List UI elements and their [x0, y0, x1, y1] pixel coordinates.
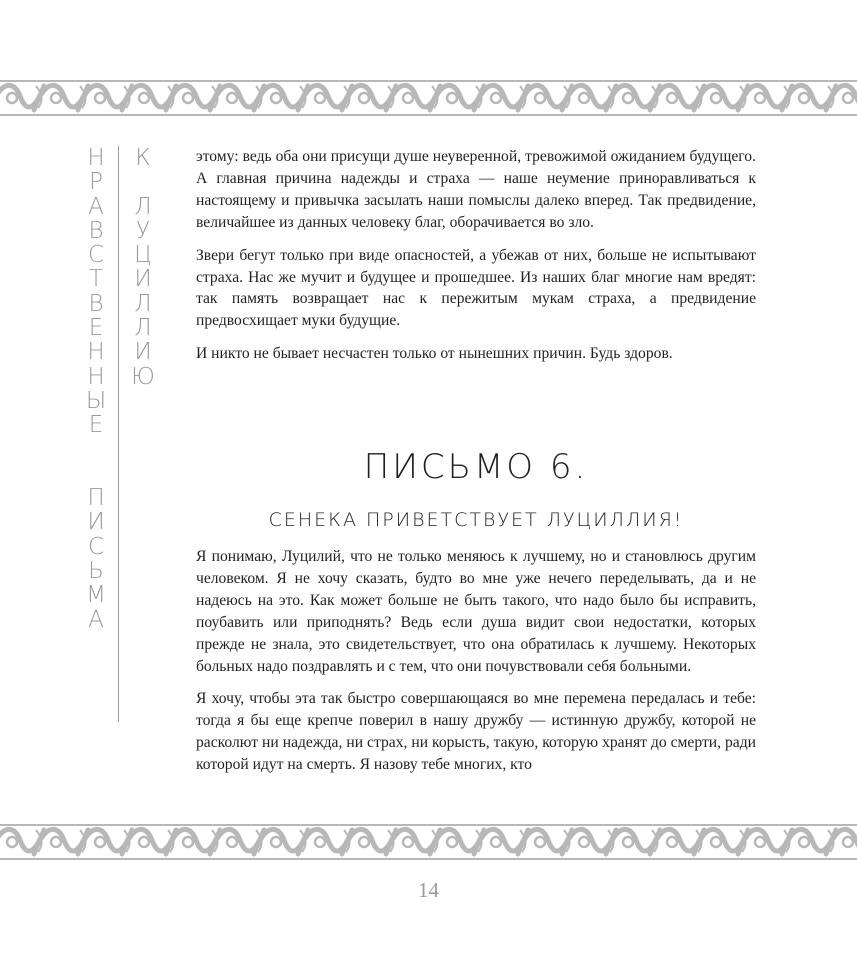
side-title-divider [118, 146, 119, 722]
ornament-curl [667, 93, 677, 103]
side-title-letter: Т [88, 266, 104, 293]
side-title-letter: П [87, 485, 105, 512]
ornament-curl [403, 93, 413, 103]
ornament-curl [799, 837, 809, 847]
ornament-curl [7, 837, 17, 847]
ornament-curl [799, 93, 809, 103]
ornament-curl [7, 93, 17, 103]
ornament-curl [447, 837, 457, 847]
ornament-curl [535, 93, 545, 103]
side-title-letter: Р [89, 169, 103, 196]
letter-title: ПИСЬМО 6. [363, 447, 589, 487]
decorative-border-bottom [0, 822, 857, 862]
side-title-letter: Е [88, 315, 104, 342]
side-title-letter: Ц [134, 242, 152, 269]
ornament-curl [711, 837, 721, 847]
side-title-letter: В [88, 290, 104, 317]
side-title-letter: М [86, 582, 106, 609]
ornament-curl [623, 93, 633, 103]
ornament-curl [403, 837, 413, 847]
side-title-letter: Ы [85, 387, 107, 414]
ornament-curl [843, 837, 853, 847]
side-title-column-2 [131, 146, 155, 389]
ornament-curl [95, 837, 105, 847]
ornament-curl [51, 93, 61, 103]
ornament-curl [623, 837, 633, 847]
ornament-curl [491, 837, 501, 847]
ornament-curl [227, 837, 237, 847]
ornament-curl [95, 93, 105, 103]
ornament-curl [755, 93, 765, 103]
ornament-curl [579, 93, 589, 103]
side-title-letter: Н [87, 339, 105, 366]
side-title-letter: У [135, 217, 150, 244]
side-title-letter: В [88, 217, 104, 244]
ornament-curl [843, 93, 853, 103]
ornament-curl [447, 93, 457, 103]
side-title-letter: И [87, 509, 105, 536]
side-title-letter: А [88, 606, 104, 633]
side-title-letter: Ь [88, 558, 104, 585]
side-title-letter: И [134, 266, 152, 293]
side-title-column-1 [84, 146, 108, 632]
side-title-letter: С [87, 242, 105, 269]
side-title-letter: А [88, 193, 104, 220]
paragraph: Звери бегут только при виде опасностей, а убежав от них, больше не испытывают страха. Нас же мучит и будущее и прошедшее. Из наших благ многие нам вредят: так память возвращает нас к пережитым мукам страха, а предвидение предвосхищает муки будущие. [196, 246, 756, 330]
side-title-letter: С [87, 533, 105, 560]
ornament-curl [139, 93, 149, 103]
side-title-letter: Л [134, 290, 152, 317]
ornament-curl [271, 93, 281, 103]
ornament-curl [711, 93, 721, 103]
page-number: 14 [418, 878, 439, 902]
ornament-curl [271, 837, 281, 847]
ornament-curl [491, 93, 501, 103]
ornament-curl [359, 837, 369, 847]
ornament-curl [51, 837, 61, 847]
side-title-letter: К [135, 145, 151, 171]
side-title-letter: Л [134, 315, 152, 342]
ornament-curl [667, 837, 677, 847]
ornament-curl [315, 93, 325, 103]
side-title-letter: Н [87, 363, 105, 390]
ornament-curl [315, 837, 325, 847]
text-block-letter-6 [196, 546, 756, 787]
side-title-letter: Л [134, 193, 152, 220]
ornament-curl [755, 837, 765, 847]
text-block-previous-letter [196, 146, 756, 376]
ornament-curl [359, 93, 369, 103]
ornament-curl [183, 93, 193, 103]
ornament-curl [227, 93, 237, 103]
paragraph: этому: ведь оба они присущи душе неуверенной, тревожимой ожиданием будущего. А главная причина надежды и страха — наше неумение приноравливаться к настоящему и привычка засылать наши помыслы далеко вперед. Так предвидение, величайшее из данных человеку благ, оборачивается во зло. [196, 148, 756, 231]
paragraph: И никто не бывает несчастен только от нынешних причин. Будь здоров. [196, 345, 673, 363]
side-title-letter: Е [88, 412, 104, 439]
ornament-curl [183, 837, 193, 847]
paragraph: Я хочу, чтобы эта так быстро совершающаяся во мне перемена передалась и тебе: тогда я бы еще крепче поверил в нашу дружбу — истинную дружбу, которой не расколют ни надежда, ни страх, ни корысть, такую, которую хранят до смерти, ради которой идут на смерть. Я назову тебе многих, кто [196, 690, 756, 774]
side-title-letter: Ю [131, 363, 155, 390]
letter-greeting: СЕНЕКА ПРИВЕТСТВУЕТ ЛУЦИЛЛИЯ! [268, 509, 684, 531]
ornament-curl [535, 837, 545, 847]
side-title-letter: И [134, 339, 152, 366]
ornament-curl [139, 837, 149, 847]
decorative-border-top [0, 78, 857, 118]
side-title-letter: Н [87, 145, 105, 171]
paragraph: Я понимаю, Луцилий, что не только меняюсь к лучшему, но и становлюсь другим человеком. Я не хочу сказать, будто во мне уже нечего переделывать, да и не надеюсь на это. Как может больше не быть такого, что надо было бы исправить, поубавить или приподнять? Ведь если душа видит свои недостатки, которых прежде не знала, это свидетельствует, что она обратилась к лучшему. Некоторых больных надо поздравлять и с тем, что они почувствовали себя больными. [196, 548, 756, 675]
ornament-curl [579, 837, 589, 847]
